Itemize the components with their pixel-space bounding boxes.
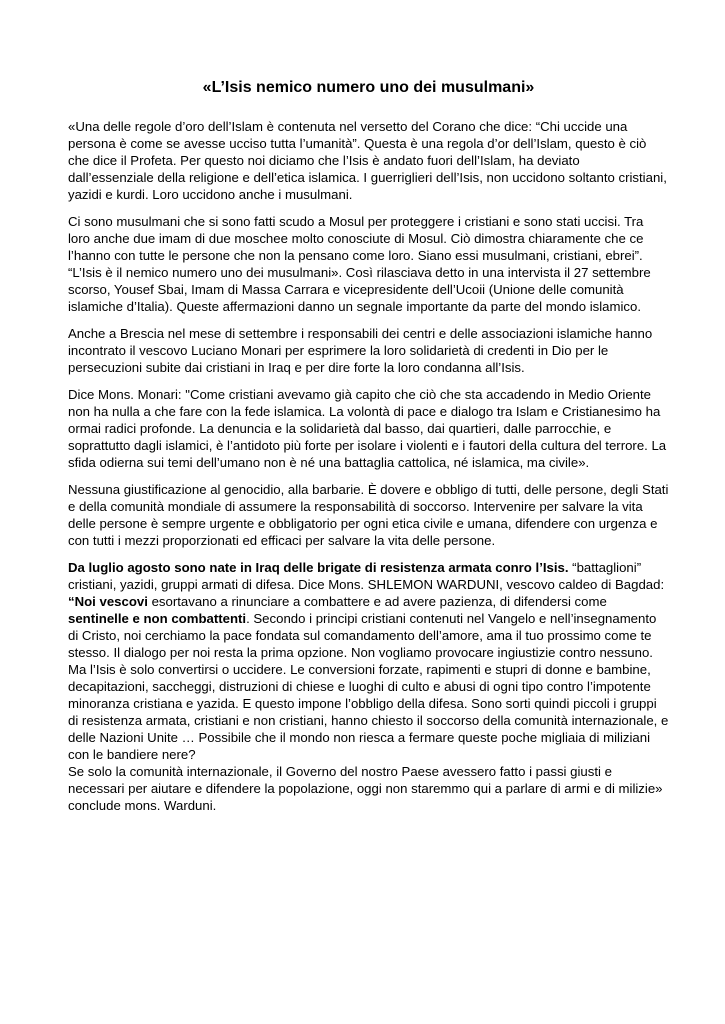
bold-lead-brigades: Da luglio agosto sono nate in Iraq delle brigate di resistenza armata conro l’Isis. bbox=[68, 560, 569, 575]
paragraph-4: Dice Mons. Monari: "Come cristiani avevamo già capito che ciò che sta accadendo in Medio Oriente non ha nulla a che fare con la fede islamica. La volontà di pace e dialogo tra Islam e Cristianesimo ha ormai radici profonde. La denuncia e la solidarietà dal basso, dai quartieri, dalle parrocchie, e soprattutto dagli islamici, è l’antidoto più forte per isolare i violenti e i fautori della cultura del terrore. La sfida odierna sui temi dell’umano non è né una battaglia cattolica, né islamica, ma civile». bbox=[68, 387, 667, 470]
paragraph-7: Ma l’Isis è solo convertirsi o uccidere. Le conversioni forzate, rapimenti e stupri di donne e bambine, decapitazioni, saccheggi, distruzioni di chiese e luoghi di culto e abusi di ogni tipo contro l’impotente minoranza cristiana e yazida. E questo impone l’obbligo della difesa. Sono sorti quindi piccoli i gruppi di resistenza armata, cristiani e non cristiani, hanno chiesto il soccorso della comunità internazionale, e delle Nazioni Unite … Possibile che il mondo non riesca a fermare queste poche migliaia di miliziani con le bandiere nere? bbox=[68, 662, 669, 762]
paragraph-8: Se solo la comunità internazionale, il Governo del nostro Paese avessero fatto i passi giusti e necessari per aiutare e difendere la popolazione, oggi non staremmo qui a parlare di armi e di milizie» conclude mons. Warduni. bbox=[68, 764, 663, 813]
paragraph-2: Ci sono musulmani che si sono fatti scudo a Mosul per proteggere i cristiani e sono stati uccisi. Tra loro anche due imam di due moschee molto conosciute di Mosul. Ciò dimostra chiaramente che ce l’hanno con tutte le persone che non la pensano come loro. Siano essi musulmani, cristiani, ebrei”. “L’Isis è il nemico numero uno dei musulmani». Così rilasciava detto in una intervista il 27 settembre scorso, Yousef Sbai, Imam di Massa Carrara e vicepresidente dell’Ucoii (Unione delle comunità islamiche d’Italia). Queste affermazioni danno un segnale importante da parte del mondo islamico. bbox=[68, 214, 651, 314]
bold-sentinelle: sentinelle e non combattenti bbox=[68, 611, 247, 626]
bold-noi-vescovi: “Noi vescovi bbox=[68, 594, 148, 609]
paragraph-6 bbox=[68, 559, 669, 661]
paragraph-6-text-1: “battaglioni” cristiani, yazidi, gruppi armati di difesa. Dice Mons. SHLEMON WARDUNI, vescovo caldeo di Bagdad: bbox=[68, 560, 665, 592]
paragraph-3: Anche a Brescia nel mese di settembre i responsabili dei centri e delle associazioni islamiche hanno incontrato il vescovo Luciano Monari per esprimere la loro solidarietà di credenti in Dio per le persecuzioni subite dai cristiani in Iraq e per dire forte la loro condanna all’Isis. bbox=[68, 326, 653, 375]
paragraph-6-text-3: . Secondo i principi cristiani contenuti nel Vangelo e nell’insegnamento di Cristo, noi cerchiamo la pace fondata sul comandamento dell’amore, ama il tuo prossimo come te stesso. Il dialogo per noi resta la prima opzione. Non vogliamo provocare ingiustizie contro nessuno. bbox=[68, 611, 657, 660]
article-title: «L’Isis nemico numero uno dei musulmani» bbox=[202, 79, 535, 96]
paragraph-5: Nessuna giustificazione al genocidio, alla barbarie. È dovere e obbligo di tutti, delle persone, degli Stati e della comunità mondiale di assumere la responsabilità di soccorso. Intervenire per salvare la vita delle persone è sempre urgente e obbligatorio per ogni etica civile e umana, difendere con urgenza e con tutti i mezzi proporzionati ed efficaci per salvare la vita delle persone. bbox=[68, 482, 669, 548]
paragraph-6-text-2: esortavano a rinunciare a combattere e ad avere pazienza, di difendersi come bbox=[147, 594, 607, 609]
paragraph-1: «Una delle regole d’oro dell’Islam è contenuta nel versetto del Corano che dice: “Chi uccide una persona è come se avesse ucciso tutta l’umanità”. Questa è una regola d’or dell’Islam, questo è ciò che dice il Profeta. Per questo noi diciamo che l’Isis è andato fuori dell’Islam, ha deviato dall’essenziale della religione e dell’etica islamica. I guerriglieri dell’Isis, non uccidono soltanto cristiani, yazidi e kurdi. Loro uccidono anche i musulmani. bbox=[68, 119, 667, 202]
